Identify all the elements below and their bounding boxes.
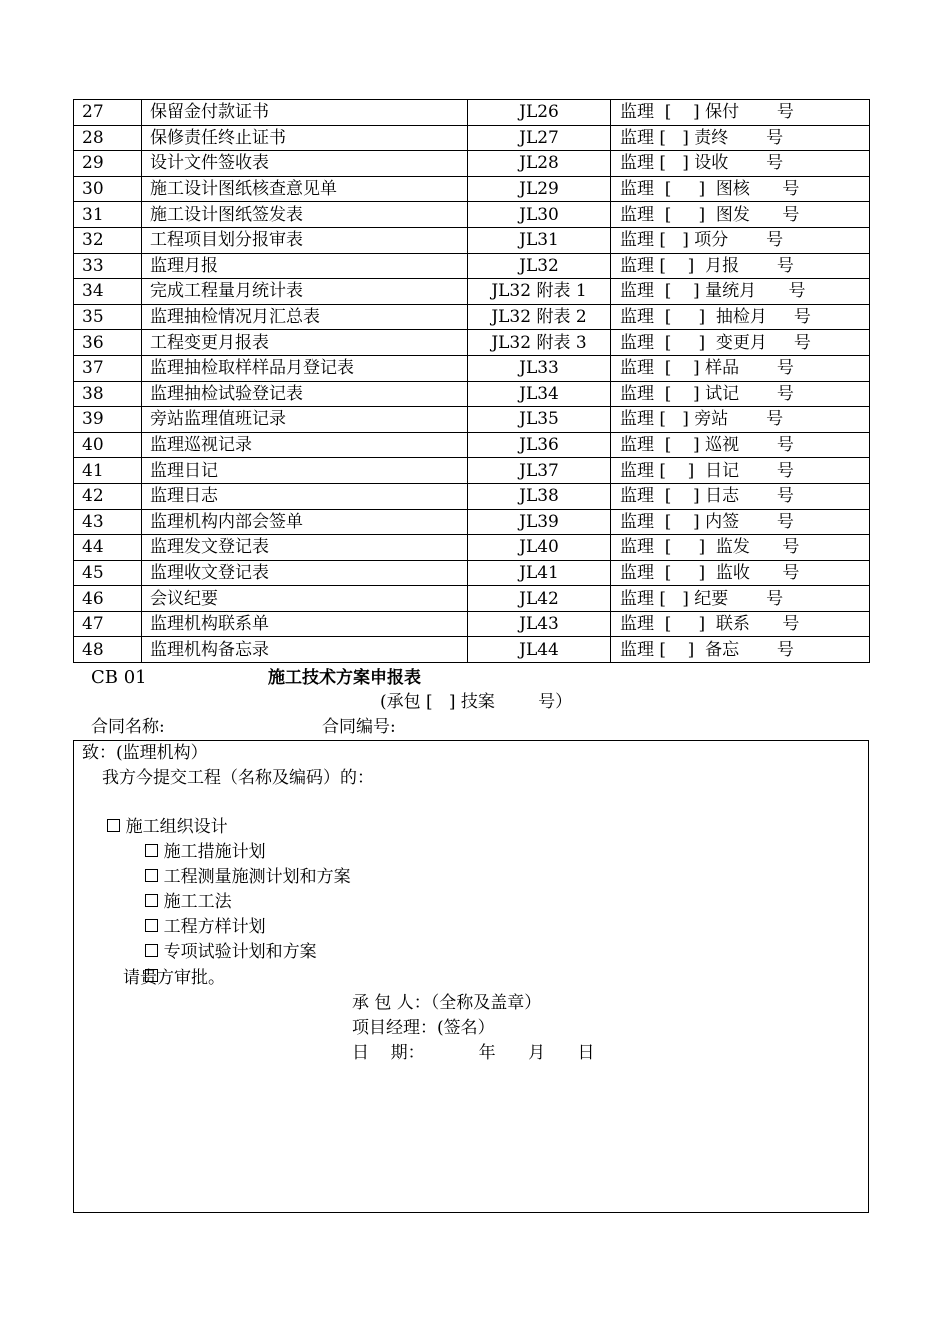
cell-form-name: 监理日记	[142, 458, 468, 484]
cell-reference: 监理 [ ] 保付 号	[611, 100, 870, 126]
cell-form-code: JL39	[468, 509, 611, 535]
cell-form-code: JL34	[468, 381, 611, 407]
cell-number: 29	[74, 151, 142, 177]
cell-reference: 监理 [ ] 责终 号	[611, 125, 870, 151]
form-code: CB 01	[91, 667, 147, 688]
cell-number: 34	[74, 279, 142, 305]
table-row	[74, 483, 870, 509]
cell-form-code: JL29	[468, 176, 611, 202]
cell-number: 31	[74, 202, 142, 228]
option-label: 专项试验计划和方案	[163, 942, 317, 962]
cell-form-name: 旁站监理值班记录	[142, 407, 468, 433]
option-label: 工程测量施测计划和方案	[163, 867, 351, 887]
cell-form-name: 监理抽检情况月汇总表	[142, 304, 468, 330]
cell-reference: 监理 [ ] 监收 号	[611, 560, 870, 586]
form-body	[73, 740, 869, 1213]
table-row	[74, 125, 870, 151]
cell-form-code: JL31	[468, 227, 611, 253]
cell-number: 43	[74, 509, 142, 535]
cell-number: 45	[74, 560, 142, 586]
cell-reference: 监理 [ ] 变更月 号	[611, 330, 870, 356]
cell-number: 35	[74, 304, 142, 330]
cell-reference: 监理 [ ] 量统月 号	[611, 279, 870, 305]
cell-number: 48	[74, 637, 142, 663]
cell-number: 40	[74, 432, 142, 458]
cell-number: 27	[74, 100, 142, 126]
cell-form-name: 监理巡视记录	[142, 432, 468, 458]
cell-form-name: 监理抽检试验登记表	[142, 381, 468, 407]
cell-form-name: 设计文件签收表	[142, 151, 468, 177]
forms-table	[73, 99, 870, 663]
cell-reference: 监理 [ ] 图核 号	[611, 176, 870, 202]
cell-form-code: JL36	[468, 432, 611, 458]
cell-reference: 监理 [ ] 设收 号	[611, 151, 870, 177]
cell-form-name: 保修责任终止证书	[142, 125, 468, 151]
cell-number: 38	[74, 381, 142, 407]
form-ref-number: (承包 [ ] 技案 号）	[380, 692, 573, 712]
cell-form-code: JL26	[468, 100, 611, 126]
cell-form-name: 监理月报	[142, 253, 468, 279]
table-row	[74, 202, 870, 228]
cell-form-code: JL32 附表 3	[468, 330, 611, 356]
table-row	[74, 253, 870, 279]
cell-form-name: 监理机构备忘录	[142, 637, 468, 663]
cell-form-name: 监理抽检取样样品月登记表	[142, 355, 468, 381]
cell-reference: 监理 [ ] 月报 号	[611, 253, 870, 279]
table-row	[74, 407, 870, 433]
cell-reference: 监理 [ ] 旁站 号	[611, 407, 870, 433]
table-row	[74, 279, 870, 305]
cell-number: 44	[74, 535, 142, 561]
cell-form-name: 工程变更月报表	[142, 330, 468, 356]
cell-number: 37	[74, 355, 142, 381]
checkbox-icon[interactable]	[107, 819, 120, 832]
cell-form-code: JL42	[468, 586, 611, 612]
cell-form-code: JL28	[468, 151, 611, 177]
addressee: 致：(监理机构）	[82, 743, 208, 763]
table-row	[74, 432, 870, 458]
cell-form-code: JL32 附表 1	[468, 279, 611, 305]
option-label: 工程方样计划	[163, 917, 266, 937]
cell-number: 46	[74, 586, 142, 612]
cell-form-name: 监理日志	[142, 483, 468, 509]
cell-reference: 监理 [ ] 项分 号	[611, 227, 870, 253]
cell-form-name: 保留金付款证书	[142, 100, 468, 126]
cell-form-name: 监理发文登记表	[142, 535, 468, 561]
table-row	[74, 381, 870, 407]
cell-number: 28	[74, 125, 142, 151]
cell-form-name: 监理机构内部会签单	[142, 509, 468, 535]
cell-reference: 监理 [ ] 图发 号	[611, 202, 870, 228]
cell-form-name: 施工设计图纸核查意见单	[142, 176, 468, 202]
cell-form-code: JL38	[468, 483, 611, 509]
cell-form-name: 监理机构联系单	[142, 611, 468, 637]
intro-text: 我方今提交工程（名称及编码）的：	[102, 768, 374, 788]
cell-reference: 监理 [ ] 内签 号	[611, 509, 870, 535]
request-text: 请贵方审批。	[123, 968, 225, 988]
cell-reference: 监理 [ ] 纪要 号	[611, 586, 870, 612]
cell-reference: 监理 [ ] 抽检月 号	[611, 304, 870, 330]
cell-reference: 监理 [ ] 样品 号	[611, 355, 870, 381]
cell-number: 39	[74, 407, 142, 433]
cell-form-code: JL33	[468, 355, 611, 381]
cell-form-code: JL40	[468, 535, 611, 561]
cell-reference: 监理 [ ] 监发 号	[611, 535, 870, 561]
date-line: 日 期： 年 月 日	[352, 1043, 595, 1063]
cell-reference: 监理 [ ] 试记 号	[611, 381, 870, 407]
cell-form-code: JL44	[468, 637, 611, 663]
table-row	[74, 227, 870, 253]
option-label: 施工措施计划	[163, 842, 266, 862]
form-title: 施工技术方案申报表	[268, 668, 421, 688]
cell-form-code: JL27	[468, 125, 611, 151]
table-row	[74, 586, 870, 612]
contract-name-label: 合同名称:	[91, 717, 165, 737]
cell-reference: 监理 [ ] 备忘 号	[611, 637, 870, 663]
table-row	[74, 458, 870, 484]
table-row	[74, 611, 870, 637]
cell-reference: 监理 [ ] 巡视 号	[611, 432, 870, 458]
cell-form-name: 完成工程量月统计表	[142, 279, 468, 305]
contract-number-label: 合同编号:	[322, 717, 396, 737]
cell-reference: 监理 [ ] 日志 号	[611, 483, 870, 509]
table-row	[74, 509, 870, 535]
table-row	[74, 330, 870, 356]
table-row	[74, 176, 870, 202]
cell-number: 41	[74, 458, 142, 484]
cell-form-code: JL32 附表 2	[468, 304, 611, 330]
cell-form-name: 会议纪要	[142, 586, 468, 612]
cell-reference: 监理 [ ] 日记 号	[611, 458, 870, 484]
cell-number: 32	[74, 227, 142, 253]
table-row	[74, 151, 870, 177]
cell-form-code: JL37	[468, 458, 611, 484]
cell-form-code: JL35	[468, 407, 611, 433]
option-label: 施工工法	[163, 892, 232, 912]
cell-number: 30	[74, 176, 142, 202]
table-row	[74, 355, 870, 381]
cell-number: 33	[74, 253, 142, 279]
cell-form-name: 施工设计图纸签发表	[142, 202, 468, 228]
cell-form-code: JL43	[468, 611, 611, 637]
cell-form-name: 监理收文登记表	[142, 560, 468, 586]
table-row	[74, 560, 870, 586]
cell-form-code: JL41	[468, 560, 611, 586]
cell-form-code: JL32	[468, 253, 611, 279]
table-row	[74, 535, 870, 561]
cell-reference: 监理 [ ] 联系 号	[611, 611, 870, 637]
contractor-signature: 承 包 人：（全称及盖章）	[352, 993, 542, 1013]
cell-number: 42	[74, 483, 142, 509]
table-body	[74, 100, 870, 663]
cell-number: 36	[74, 330, 142, 356]
cell-form-code: JL30	[468, 202, 611, 228]
table-row	[74, 100, 870, 126]
cell-form-name: 工程项目划分报审表	[142, 227, 468, 253]
table-row	[74, 637, 870, 663]
option-label: 施工组织设计	[125, 817, 228, 837]
project-manager-signature: 项目经理：(签名）	[352, 1018, 495, 1038]
table-row	[74, 304, 870, 330]
cell-number: 47	[74, 611, 142, 637]
